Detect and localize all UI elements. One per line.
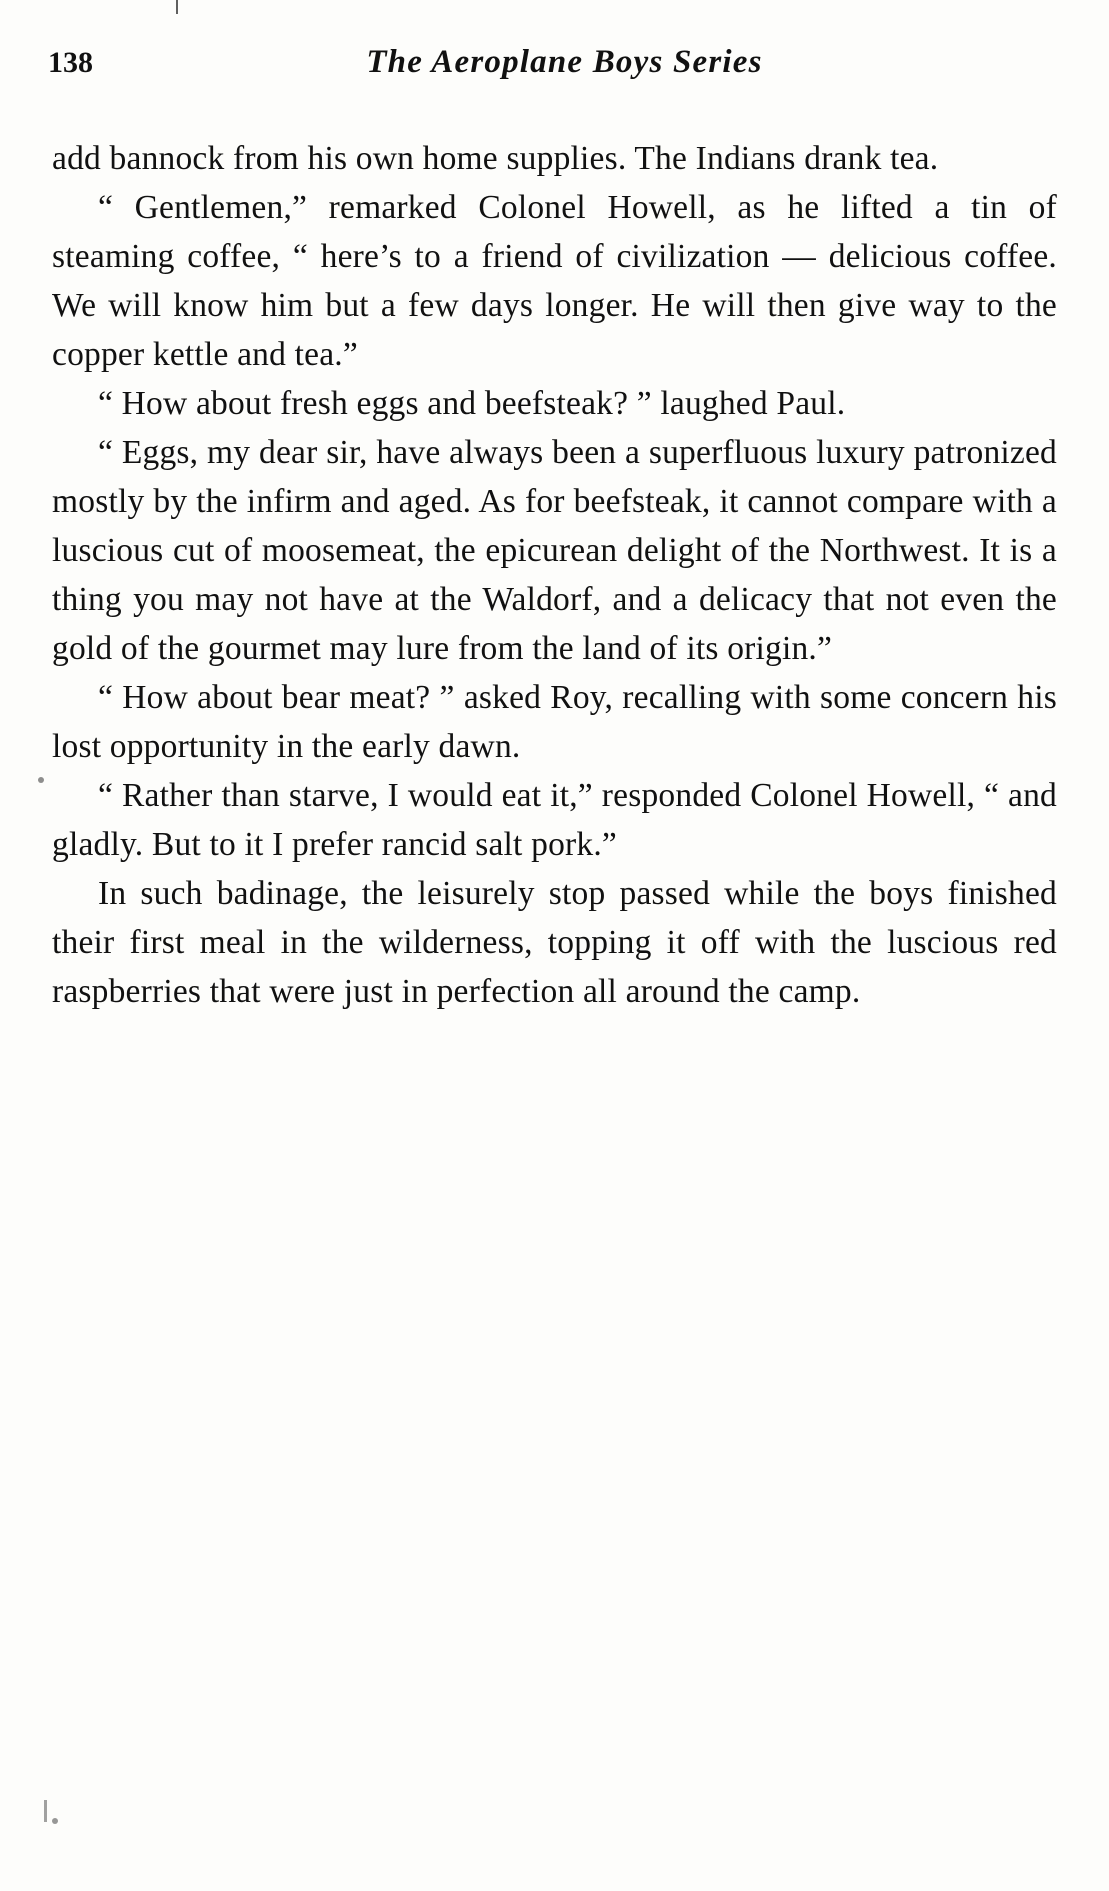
scan-artifact-line — [44, 1800, 47, 1822]
paragraph: “ Rather than starve, I would eat it,” responded Colonel Howell, “ and gladly. But to it I prefer rancid salt pork.” — [52, 777, 1057, 863]
scan-artifact-speck — [52, 1818, 58, 1824]
page-number: 138 — [48, 46, 93, 79]
paragraph: “ Gentlemen,” remarked Colonel Howell, as he lifted a tin of steaming coffee, “ here’s to a friend of civilization — delicious coffee. We will know him but a few days longer. He will then give way to the copper kettle and tea.” — [52, 189, 1057, 373]
paragraph: “ How about bear meat? ” asked Roy, recalling with some concern his lost opportunity in the early dawn. — [52, 679, 1057, 765]
page-body — [52, 134, 1057, 1016]
page-header — [48, 44, 1061, 92]
page-registration-mark — [176, 0, 178, 14]
scan-artifact-dot — [38, 777, 44, 783]
paragraph: “ Eggs, my dear sir, have always been a superfluous luxury patronized mostly by the infirm and aged. As for beefsteak, it cannot compare with a luscious cut of moosemeat, the epicurean delight of the Northwest. It is a thing you may not have at the Waldorf, and a delicacy that not even the gold of the gourmet may lure from the land of its origin.” — [52, 434, 1057, 667]
running-title: The Aeroplane Boys Series — [366, 44, 763, 80]
paragraph: “ How about fresh eggs and beefsteak? ” laughed Paul. — [98, 385, 846, 422]
paragraph: add bannock from his own home supplies. The Indians drank tea. — [52, 140, 939, 177]
paragraph: In such badinage, the leisurely stop passed while the boys finished their first meal in the wilderness, topping it off with the luscious red raspberries that were just in perfection all around the camp. — [52, 875, 1057, 1010]
